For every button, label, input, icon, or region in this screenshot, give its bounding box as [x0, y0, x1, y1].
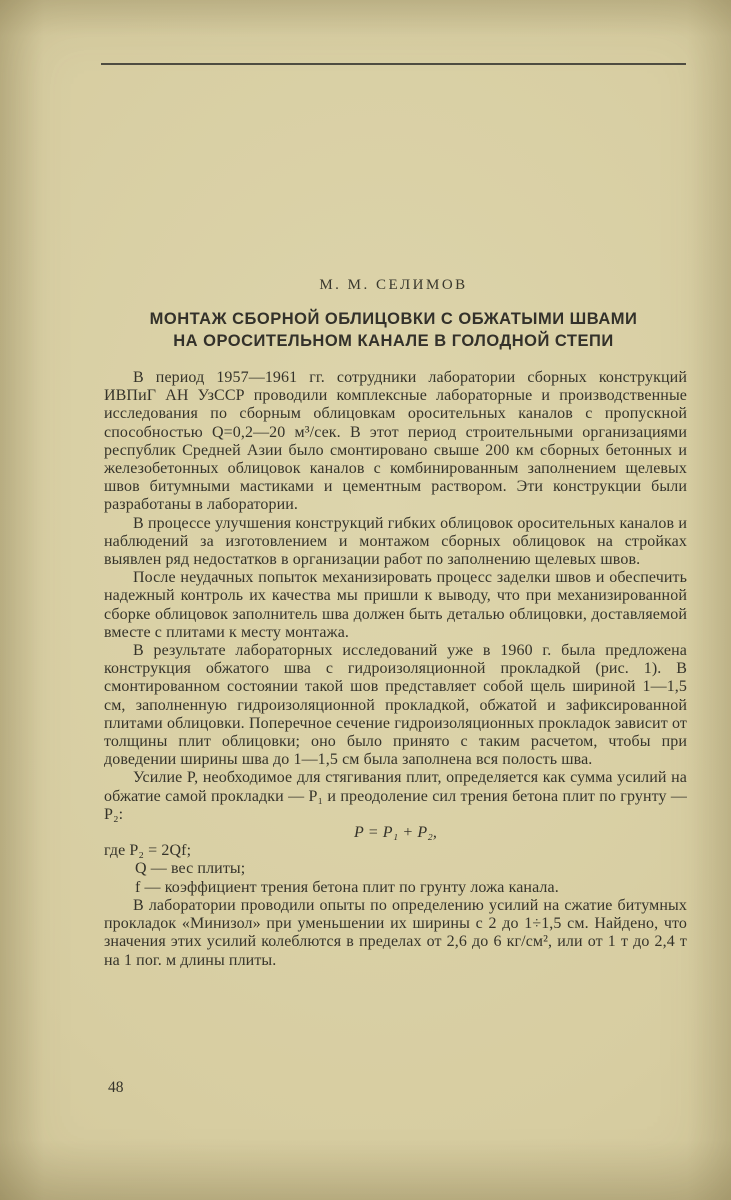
page-number: 48	[108, 1079, 124, 1096]
author-name: М. М. СЕЛИМОВ	[319, 277, 468, 293]
paragraph: После неудачных попыток механизировать процесс заделки швов и обеспечить надежный контроль их качества мы пришли к выводу, что при механизированной сборке облицовок заполнитель шва должен быть деталью облицовки, доставляемой вместе с плитами к месту монтажа.	[104, 569, 687, 641]
paragraph: Усилие P, необходимое для стягивания плит, определяется как сумма усилий на обжатие самой прокладки — P₁ и преодоление сил трения бетона плит по грунту — P₂:	[104, 769, 687, 823]
paragraph: В период 1957—1961 гг. сотрудники лаборатории сборных конструкций ИВПиГ АН УзССР проводили комплексные лабораторные и производственные исследования по сборным облицовкам оросительных каналов с пропускной способностью Q=0,2—20 м³/сек. В этот период строительными организациями республик Средней Азии было смонтировано свыше 200 км сборных бетонных и железобетонных облицовок каналов с комбинированным заполнением щелевых швов битумными мастиками и цементным раствором. Эти конструкции были разработаны в лаборатории.	[104, 369, 687, 514]
article-title	[96, 308, 691, 352]
paragraph: В процессе улучшения конструкций гибких облицовок оросительных каналов и наблюдений за изготовлением и монтажом сборных облицовок на стройках выявлен ряд недостатков в организации работ по заполнению щелевых швов.	[104, 514, 687, 569]
formula-definitions	[104, 842, 687, 897]
article-title-line-2: НА ОРОСИТЕЛЬНОМ КАНАЛЕ В ГОЛОДНОЙ СТЕПИ	[173, 332, 614, 350]
definition-line: Q — вес плиты;	[135, 860, 246, 878]
definition-line: где P₂ = 2Qf;	[104, 842, 192, 860]
paragraph: В результате лабораторных исследований уже в 1960 г. была предложена конструкция обжатого шва с гидроизоляционной прокладкой (рис. 1). В смонтированном состоянии такой шов представляет собой щель шириной 1—1,5 см, заполненную гидроизоляционной прокладкой, обжатой и зафиксированной плитами облицовки. Поперечное сечение гидроизоляционных прокладок зависит от толщины плит облицовки; оно было принято с таким расчетом, чтобы при доведении ширины шва до 1—1,5 см была заполнена вся полость шва.	[104, 642, 687, 769]
article-title-line-1: МОНТАЖ СБОРНОЙ ОБЛИЦОВКИ С ОБЖАТЫМИ ШВАМИ	[149, 310, 638, 328]
definition-line: f — коэффициент трения бетона плит по грунту ложа канала.	[135, 878, 559, 896]
formula: P = P₁ + P₂,	[354, 824, 437, 842]
paragraph: В лаборатории проводили опыты по определению усилий на сжатие битумных прокладок «Минизол» при уменьшении их ширины с 2 до 1÷1,5 см. Найдено, что значения этих усилий колеблются в пределах от 2,6 до 6 кг/см², или от 1 т до 2,4 т на 1 пог. м длины плиты.	[104, 896, 687, 969]
article-body	[104, 369, 687, 970]
header-rule	[101, 63, 686, 65]
